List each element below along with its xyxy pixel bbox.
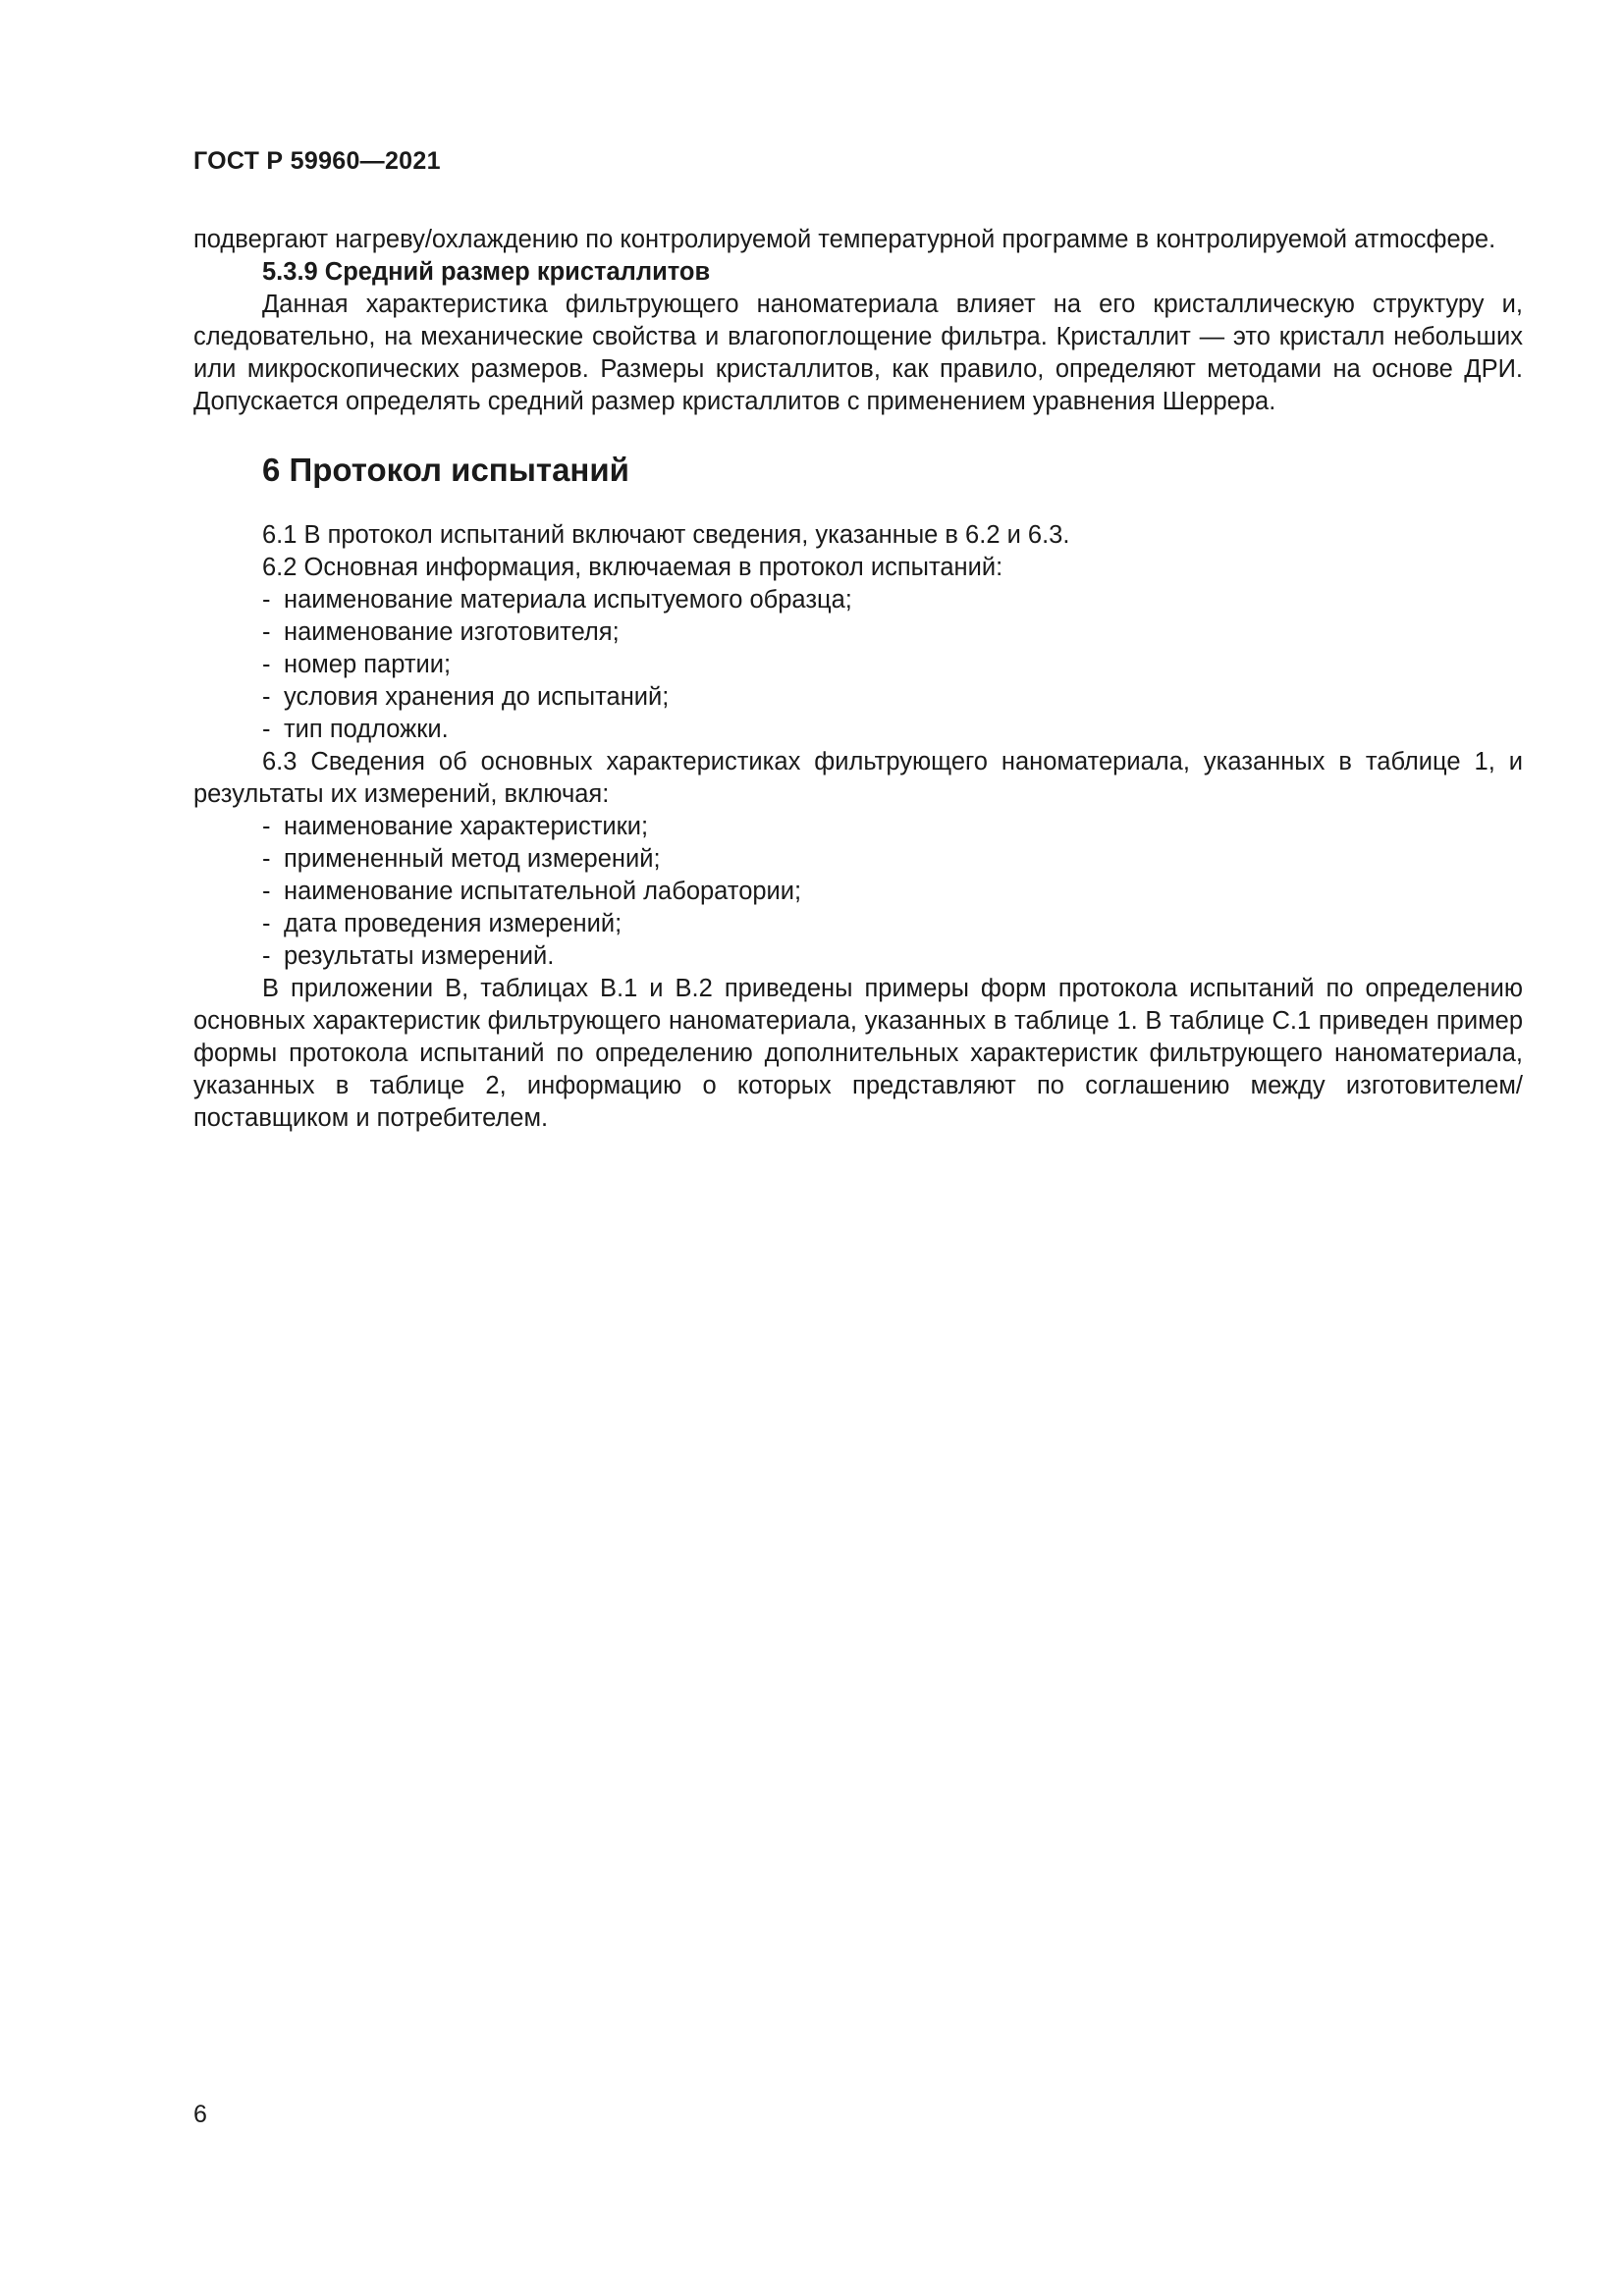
paragraph-6-3: 6.3 Сведения об основных характеристиках фильтрующего наноматериала, указанных в таблице 1, и результаты их измерений, включая: <box>193 748 1523 808</box>
list-item-text: условия хранения до испытаний; <box>284 683 670 711</box>
list-item <box>193 876 1523 908</box>
characteristics-info-list <box>193 811 1523 973</box>
page-number: 6 <box>193 2101 207 2128</box>
list-item <box>193 616 1523 649</box>
list-item-text: наименование материала испытуемого образца; <box>284 586 852 614</box>
list-item <box>193 908 1523 940</box>
dash-bullet: - <box>262 716 271 743</box>
appendix-reference-paragraph: В приложении В, таблицах В.1 и В.2 приведены примеры форм протокола испытаний по определению основных характеристик фильтрующего наноматериала, указанных в таблице 1. В таблице С.1 приведен пример формы протокола испытаний по определению дополнительных характеристик фильтрующего наноматериала, указанных в таблице 2, информацию о которых представляют по соглашению между изготовителем/поставщиком и потребителем. <box>193 975 1523 1132</box>
dash-bullet: - <box>262 845 271 873</box>
list-item-text: тип подложки. <box>284 716 449 743</box>
paragraph-6-2: 6.2 Основная информация, включаемая в протокол испытаний: <box>262 554 1003 581</box>
list-item-text: наименование изготовителя; <box>284 618 620 646</box>
list-item-text: наименование характеристики; <box>284 813 649 840</box>
basic-info-list <box>193 584 1523 746</box>
list-item <box>193 940 1523 973</box>
list-item-text: номер партии; <box>284 651 452 678</box>
dash-bullet: - <box>262 683 271 711</box>
subsection-paragraph: Данная характеристика фильтрующего наноматериала влияет на его кристаллическую структуру и, следовательно, на механические свойства и влагопоглощение фильтра. Кристаллит — это кристалл небольших или микроскопических размеров. Размеры кристаллитов, как правило, определяют методами на основе ДРИ. Допускается определять средний размер кристаллитов с применением уравнения Шеррера. <box>193 291 1523 415</box>
list-item-text: результаты измерений. <box>284 942 555 970</box>
paragraph-6-1: 6.1 В протокол испытаний включают сведения, указанные в 6.2 и 6.3. <box>262 521 1070 549</box>
dash-bullet: - <box>262 586 271 614</box>
list-item-text: примененный метод измерений; <box>284 845 661 873</box>
list-item <box>193 584 1523 616</box>
dash-bullet: - <box>262 878 271 905</box>
document-body <box>193 224 1523 1135</box>
subsection-title: 5.3.9 Средний размер кристаллитов <box>262 258 711 286</box>
list-item <box>193 811 1523 843</box>
dash-bullet: - <box>262 618 271 646</box>
list-item-text: наименование испытательной лаборатории; <box>284 878 802 905</box>
list-item <box>193 714 1523 746</box>
document-header: ГОСТ Р 59960—2021 <box>193 147 441 175</box>
list-item <box>193 843 1523 876</box>
dash-bullet: - <box>262 813 271 840</box>
dash-bullet: - <box>262 942 271 970</box>
dash-bullet: - <box>262 910 271 937</box>
list-item <box>193 649 1523 681</box>
continued-paragraph: подвергают нагреву/охлаждению по контролируемой температурной программе в контролируемой атmосфере. <box>193 226 1496 253</box>
dash-bullet: - <box>262 651 271 678</box>
list-item-text: дата проведения измерений; <box>284 910 623 937</box>
list-item <box>193 681 1523 714</box>
section-title: 6 Протокол испытаний <box>262 452 629 488</box>
